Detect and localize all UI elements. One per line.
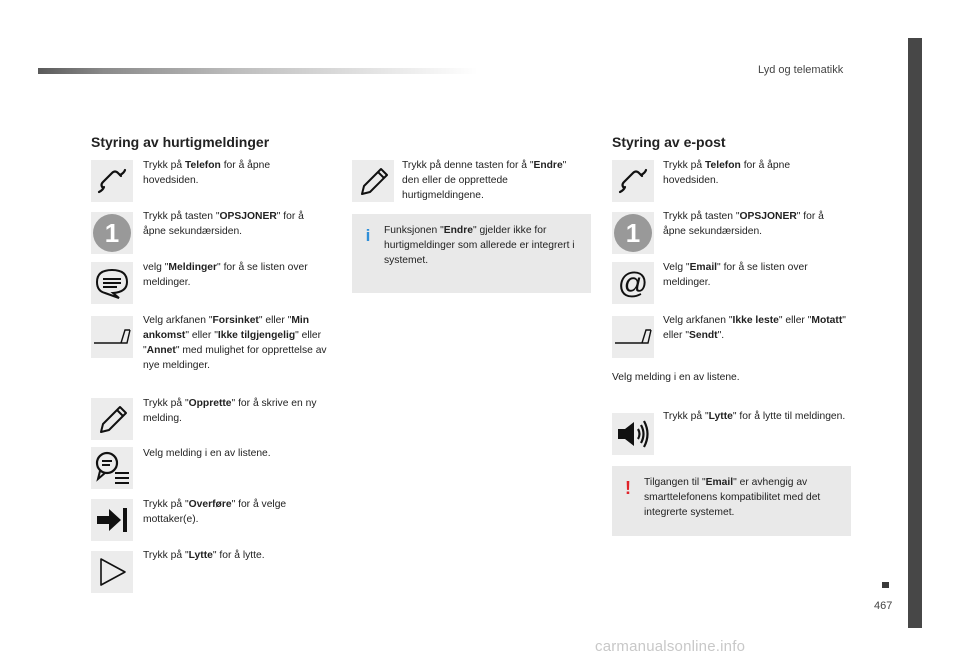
right-step-1-text: Trykk på Telefon for å åpne hovedsiden. — [663, 160, 791, 186]
page-edge-tab — [908, 38, 922, 628]
left-step-5-text: Trykk på "Opprette" for å skrive en ny melding. — [143, 398, 317, 424]
left-step-8-text: Trykk på "Lytte" for å lytte. — [143, 550, 265, 561]
left-step-2-text: Trykk på tasten "OPSJONER" for å åpne sekundærsiden. — [143, 211, 304, 237]
pencil-icon — [91, 398, 133, 440]
info-note-text: Funksjonen "Endre" gjelder ikke for hurtigmeldinger som allerede er integrert i systemet. — [384, 225, 575, 266]
right-section-title: Styring av e-post — [612, 134, 726, 150]
info-icon: i — [365, 226, 371, 245]
right-step-2-text: Trykk på tasten "OPSJONER" for å åpne sekundærsiden. — [663, 211, 824, 237]
warning-note-text: Tilgangen til "Email" er avhengig av smarttelefonens kompatibilitet med det integrerte systemet. — [644, 477, 821, 518]
pencil-icon — [352, 160, 394, 202]
left-step-1-text: Trykk på Telefon for å åpne hovedsiden. — [143, 160, 271, 186]
right-plain-text: Velg melding i en av listene. — [612, 372, 740, 383]
message-list-icon — [91, 447, 133, 489]
left-step-7-text: Trykk på "Overføre" for å velge mottaker(e). — [143, 499, 287, 525]
play-icon — [91, 551, 133, 593]
left-section-title: Styring av hurtigmeldinger — [91, 134, 270, 150]
step-one-icon — [612, 212, 654, 254]
tab-icon — [612, 316, 654, 358]
section-label: Lyd og telematikk — [758, 64, 844, 76]
info-note — [352, 214, 591, 293]
page-number: 467 — [874, 600, 893, 612]
messages-icon — [91, 262, 133, 304]
right-step-4-text: Velg arkfanen "Ikke leste" eller "Motatt" eller "Sendt". — [663, 315, 846, 341]
page-marker — [882, 582, 889, 588]
warning-note — [612, 466, 851, 536]
listen-step-text: Trykk på "Lytte" for å lytte til meldingen. — [663, 411, 846, 422]
phone-icon — [91, 160, 133, 202]
header-gradient-bar — [38, 68, 478, 74]
right-step-3-text: Velg "Email" for å se listen over meldinger. — [663, 262, 808, 288]
left-step-6-text: Velg melding i en av listene. — [143, 448, 271, 459]
tab-icon — [91, 316, 133, 358]
step-one-badge: 1 — [104, 218, 120, 248]
edit-step-text: Trykk på denne tasten for å "Endre" den eller de opprettede hurtigmeldingene. — [402, 160, 567, 201]
forward-icon — [91, 499, 133, 541]
at-sign-icon — [612, 262, 654, 304]
left-step-3-text: velg "Meldinger" for å se listen over meldinger. — [143, 262, 308, 288]
svg-text:@: @ — [617, 267, 649, 300]
left-step-4-text: Velg arkfanen "Forsinket" eller "Min ankomst" eller "Ikke tilgjengelig" eller "Annet" med mulighet for opprettelse av nye meldinger. — [143, 315, 327, 371]
warning-icon: ! — [625, 478, 631, 498]
step-one-icon — [91, 212, 133, 254]
watermark: carmanualsonline.info — [595, 638, 746, 655]
speaker-icon — [612, 413, 654, 455]
phone-icon — [612, 160, 654, 202]
step-one-badge: 1 — [625, 218, 641, 248]
